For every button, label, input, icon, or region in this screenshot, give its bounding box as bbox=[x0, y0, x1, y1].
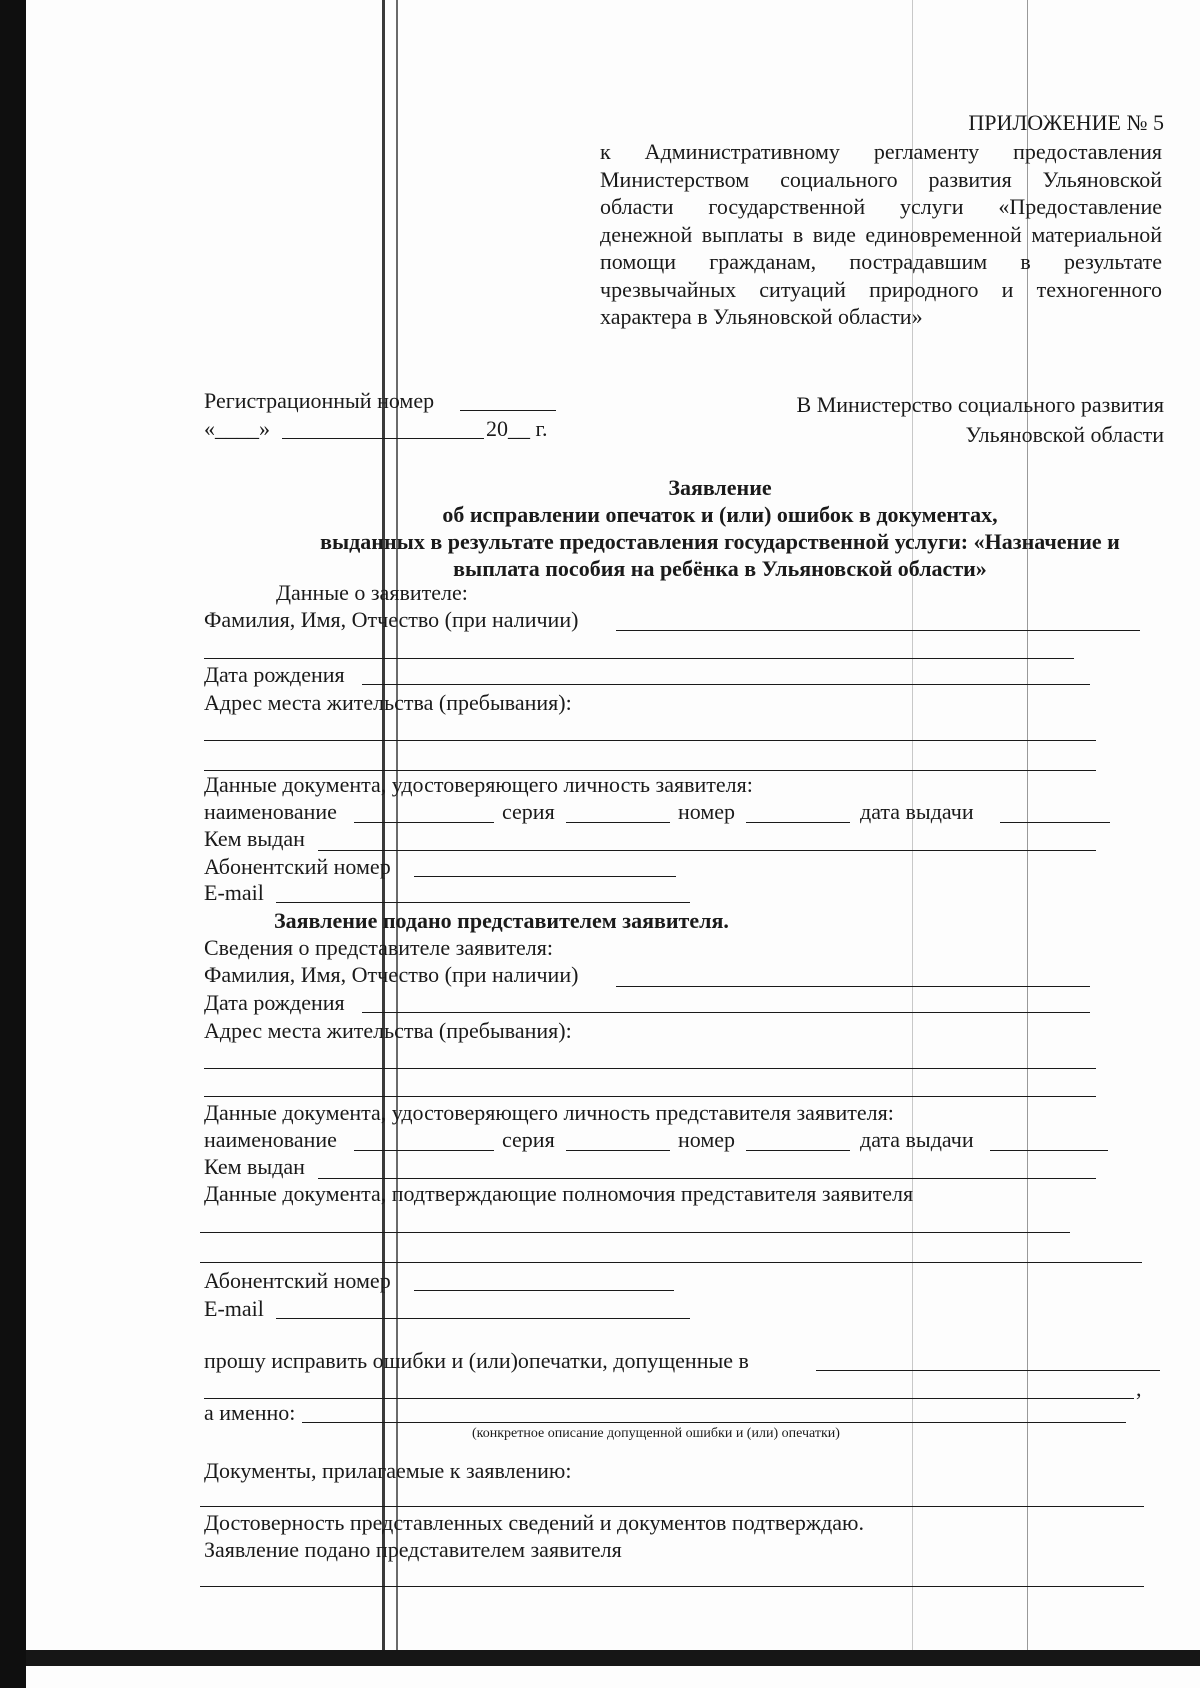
representative-doc-date-field[interactable] bbox=[990, 1150, 1108, 1151]
applicant-doc-heading: Данные документа, удостоверяющего личность заявителя: bbox=[204, 772, 753, 797]
attachments-field[interactable] bbox=[200, 1506, 1144, 1507]
applicant-heading: Данные о заявителе: bbox=[276, 580, 468, 605]
representative-authority-label: Данные документа, подтверждающие полномочия представителя заявителя bbox=[204, 1181, 914, 1206]
applicant-fio-label: Фамилия, Имя, Отчество (при наличии) bbox=[204, 607, 579, 632]
representative-address-field-1[interactable] bbox=[204, 1068, 1096, 1069]
appendix-title: ПРИЛОЖЕНИЕ № 5 bbox=[968, 110, 1164, 135]
applicant-phone-label: Абонентский номер bbox=[204, 854, 391, 879]
statement-subtitle-1: об исправлении опечаток и (или) ошибок в документах, bbox=[442, 502, 998, 527]
representative-fio-label: Фамилия, Имя, Отчество (при наличии) bbox=[204, 962, 579, 987]
correct-request-field-2[interactable] bbox=[204, 1398, 1134, 1399]
representative-doc-series-label: серия bbox=[502, 1127, 555, 1152]
correct-request-label: прошу исправить ошибки и (или)опечатки, допущенные в bbox=[204, 1348, 749, 1373]
representative-doc-date-label: дата выдачи bbox=[860, 1127, 974, 1152]
representative-heading: Сведения о представителе заявителя: bbox=[204, 935, 553, 960]
applicant-phone-field[interactable] bbox=[414, 876, 676, 877]
representative-phone-field[interactable] bbox=[414, 1290, 674, 1291]
applicant-doc-name-label: наименование bbox=[204, 799, 337, 824]
representative-submitted-note: Заявление подано представителем заявителя. bbox=[274, 908, 729, 933]
applicant-address-label: Адрес места жительства (пребывания): bbox=[204, 690, 572, 715]
submitted-by-field[interactable] bbox=[200, 1586, 1144, 1587]
statement-title: Заявление bbox=[668, 475, 772, 500]
representative-doc-series-field[interactable] bbox=[566, 1150, 670, 1151]
representative-doc-number-label: номер bbox=[678, 1127, 736, 1152]
representative-email-label: E-mail bbox=[204, 1296, 264, 1321]
representative-fio-field[interactable] bbox=[616, 986, 1090, 987]
addressee-line2: Ульяновской области bbox=[965, 422, 1164, 447]
applicant-doc-series-field[interactable] bbox=[566, 822, 670, 823]
representative-phone-label: Абонентский номер bbox=[204, 1268, 391, 1293]
representative-issued-by-label: Кем выдан bbox=[204, 1154, 305, 1179]
appendix-text: к Административному регламенту предоставления Министерством социального развития Ульяновской области государственной услуги «Предоставление денежной выплаты в виде единовременной материальной помощи гражданам, пострадавшим в результате чрезвычайных ситуаций природного и техногенного характера в Ульяновской области» bbox=[600, 139, 1162, 329]
representative-doc-name-field[interactable] bbox=[354, 1150, 494, 1151]
applicant-address-field-2[interactable] bbox=[204, 770, 1096, 771]
representative-address-field-2[interactable] bbox=[204, 1096, 1096, 1097]
representative-doc-number-field[interactable] bbox=[746, 1150, 850, 1151]
representative-email-field[interactable] bbox=[276, 1318, 690, 1319]
representative-authority-field-1[interactable] bbox=[200, 1232, 1070, 1233]
fold-line bbox=[396, 0, 398, 1650]
addressee-line1: В Министерство социального развития bbox=[796, 392, 1164, 417]
applicant-doc-date-label: дата выдачи bbox=[860, 799, 974, 824]
applicant-issued-by-label: Кем выдан bbox=[204, 826, 305, 851]
representative-issued-by-field[interactable] bbox=[318, 1178, 1096, 1179]
applicant-birth-field[interactable] bbox=[362, 684, 1090, 685]
registration-date-field[interactable] bbox=[282, 438, 484, 439]
fold-line bbox=[382, 0, 385, 1650]
applicant-doc-series-label: серия bbox=[502, 799, 555, 824]
scan-edge-bottom bbox=[26, 1650, 1200, 1666]
representative-doc-heading: Данные документа, удостоверяющего личность представителя заявителя: bbox=[204, 1100, 894, 1125]
representative-authority-field-2[interactable] bbox=[200, 1262, 1142, 1263]
applicant-fio-field[interactable] bbox=[616, 630, 1140, 631]
scan-edge-left bbox=[0, 0, 26, 1688]
attachments-label: Документы, прилагаемые к заявлению: bbox=[204, 1458, 572, 1483]
registration-date-prefix: «____» bbox=[204, 416, 270, 441]
correct-request-field[interactable] bbox=[816, 1370, 1160, 1371]
representative-birth-label: Дата рождения bbox=[204, 990, 345, 1015]
confirm-text: Достоверность представленных сведений и документов подтверждаю. bbox=[204, 1510, 864, 1535]
statement-subtitle-3: выплата пособия на ребёнка в Ульяновской области» bbox=[453, 556, 987, 581]
statement-subtitle-2: выданных в результате предоставления государственной услуги: «Назначение и bbox=[320, 529, 1120, 554]
applicant-doc-date-field[interactable] bbox=[1000, 822, 1110, 823]
representative-birth-field[interactable] bbox=[362, 1012, 1090, 1013]
namely-label: а именно: bbox=[204, 1400, 296, 1425]
representative-doc-name-label: наименование bbox=[204, 1127, 337, 1152]
statement-title-block bbox=[270, 474, 1170, 582]
namely-field[interactable] bbox=[302, 1422, 1126, 1423]
applicant-doc-name-field[interactable] bbox=[354, 822, 494, 823]
representative-address-label: Адрес места жительства (пребывания): bbox=[204, 1018, 572, 1043]
applicant-doc-number-field[interactable] bbox=[746, 822, 850, 823]
submitted-by-label: Заявление подано представителем заявителя bbox=[204, 1537, 622, 1562]
namely-caption: (конкретное описание допущенной ошибки и (или) опечатки) bbox=[472, 1426, 840, 1441]
applicant-address-field-1[interactable] bbox=[204, 740, 1096, 741]
applicant-issued-by-field[interactable] bbox=[318, 850, 1096, 851]
applicant-doc-number-label: номер bbox=[678, 799, 736, 824]
registration-year: 20__ г. bbox=[486, 416, 548, 441]
addressee bbox=[704, 390, 1164, 450]
applicant-fio-field-2[interactable] bbox=[204, 658, 1074, 659]
applicant-email-label: E-mail bbox=[204, 880, 264, 905]
correct-request-comma: , bbox=[1136, 1376, 1142, 1401]
applicant-email-field[interactable] bbox=[276, 902, 690, 903]
registration-number-field[interactable] bbox=[460, 410, 556, 411]
registration-number-label: Регистрационный номер bbox=[204, 388, 435, 413]
applicant-birth-label: Дата рождения bbox=[204, 662, 345, 687]
